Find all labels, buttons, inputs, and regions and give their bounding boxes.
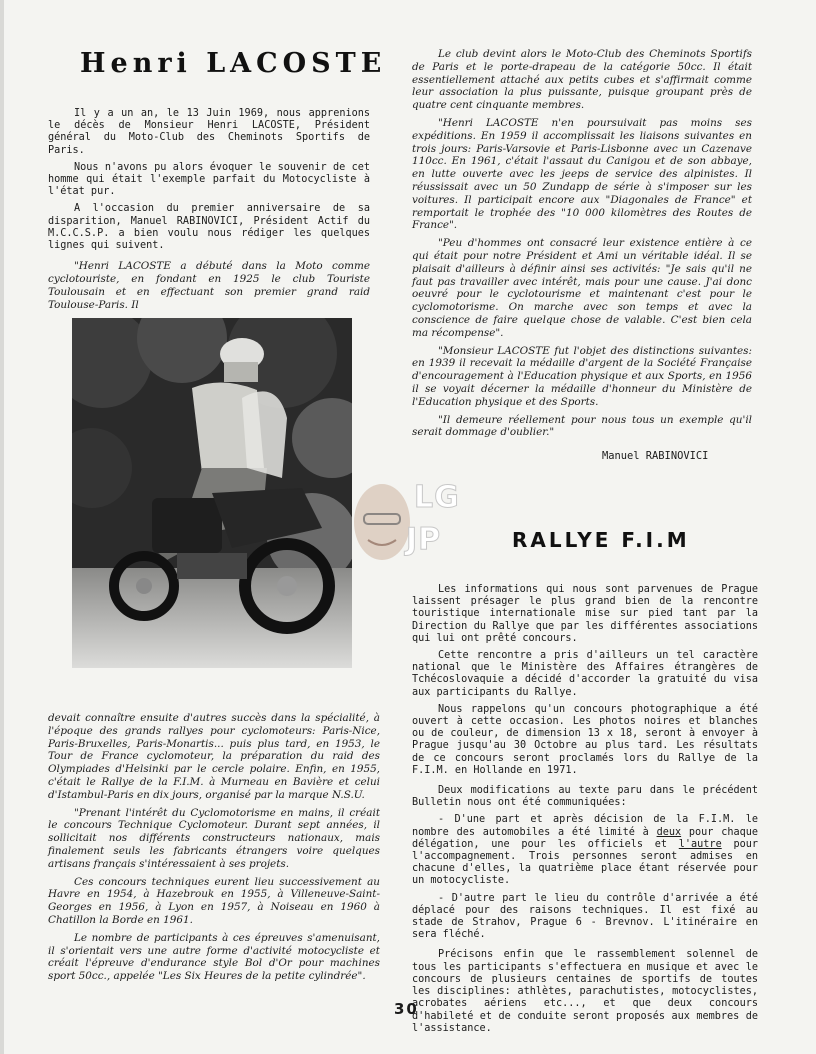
body-paragraph: Deux modifications au texte paru dans le précédent Bulletin nous ont été communiquées: [412,785,758,809]
body-paragraph: Le nombre de participants à ces épreuves s'amenuisant, il s'orientait vers une autre forme d'activité motocycliste et créait l'épreuve d'endurance style Bol d'Or pour machines sport 50cc., appelée "Les Six Heures de la petite cylindrée". [48,931,380,983]
article2-column [412,584,758,1040]
modification-1-deux: deux [656,826,682,838]
body-paragraph: "Peu d'hommes ont consacré leur existence entière à ce qui était pour notre Président et Ami un véritable idéal. Il se plaisait d'ailleurs à définir ainsi ses activités: "Je sais qu'il ne faut pas travailler avec intérêt, mais pour une cause. J'ai donc oeuvré pour le cyclotourisme et maintenant c'est pour le cyclomotorisme. On marche avec son temps et avec la conscience de faire quelque chose de valable. C'est bien cela ma récompense". [412,237,752,339]
page-number: 30 [394,1000,419,1018]
closing-paragraph: Précisons enfin que le rassemblement solennel de tous les participants s'effectuera en musique et avec le concours de plusieurs centaines de sportifs de toutes les disciplines: athlètes, parachutistes, motocyclistes, acrobates aériens etc..., et que deux concours d'habileté et de conduite seront proposés aux membres de l'assistance. [412,949,758,1034]
body-paragraph: Cette rencontre a pris d'ailleurs un tel caractère national que le Ministère des Affaires étrangères de Tchécoslovaquie a décidé d'accorder la gratuité du visa aux participants du Rallye. [412,650,758,698]
modification-1-text-a: - D'une part et après décision de la F.I.M. le nombre des automobiles a été limité à [412,814,758,838]
body-paragraph: "Il demeure réellement pour nous tous un exemple qu'il serait dommage d'oublier." [412,413,752,439]
intro-paragraph: Nous n'avons pu alors évoquer le souvenir de cet homme qui était l'exemple parfait du Motocycliste à l'état pur. [48,161,370,198]
article1-right-column [412,48,752,444]
page-edge [0,0,4,1054]
lgjp-watermark [350,478,468,570]
modification-1-text-c: pour l'accompagnement. Trois personnes seront admises en chacune d'elles, la quatrième place étant réservée pour un motocycliste. [412,838,758,887]
intro-paragraph: Il y a un an, le 13 Juin 1969, nous apprenions le décès de Monsieur Henri LACOSTE, Président général du Moto-Club des Cheminots Sportifs de Paris. [48,108,370,156]
article1-continuation-column [48,712,380,988]
motorcycle-rider-photo [72,318,352,668]
intro-paragraph: A l'occasion du premier anniversaire de sa disparition, Manuel RABINOVICI, Président Actif du M.C.C.S.P. a bien voulu nous rédiger les quelques lignes qui suivent. [48,203,370,252]
body-paragraph: "Prenant l'intérêt du Cyclomotorisme en mains, il créait le concours Technique Cyclomoteur. Durant sept années, il sollicitait nos différents constructeurs nationaux, mais finalement seuls les fabricants étrangers voire quelques artisans français s'intéressaient à ses projets. [48,806,380,870]
modification-1-text-b: pour chaque délégation, une pour les officiels et [412,826,758,850]
author-signature: Manuel RABINOVICI [602,450,709,462]
article-title-henri-lacoste: Henri LACOSTE [80,48,387,79]
body-paragraph: Nous rappelons qu'un concours photographique a été ouvert à cette occasion. Les photos noires et blanches ou de couleur, de dimension 13 x 18, seront à envoyer à Prague jusqu'au 30 Octobre au plus tard. Les résultats de ce concours seront proclamés lors du Rallye de la F.I.M. en Hollande en 1971. [412,703,758,776]
quote-start-paragraph: "Henri LACOSTE a débuté dans la Moto comme cyclotouriste, en fondant en 1925 le club Touriste Toulousain et en effectuant son premier grand raid Toulouse-Paris. Il [48,260,370,311]
modification-1-autre: l'autre [678,838,722,850]
body-paragraph: Ces concours techniques eurent lieu successivement au Havre en 1954, à Hazebrouk en 1955, à Villeneuve-Saint-Georges en 1956, à Lyon en 1957, à Noiseau en 1960 à Chatillon la Borde en 1961. [48,875,380,926]
body-paragraph: "Monsieur LACOSTE fut l'objet des distinctions suivantes: en 1939 il recevait la médaille d'argent de la Société Française d'encouragement à l'Education physique et aux Sports, en 1956 il se voyait décerner la médaille d'honneur du Ministère de l'Education physique et des Sports. [412,344,752,408]
body-paragraph: devait connaître ensuite d'autres succès dans la spécialité, à l'époque des grands rallyes pour cyclomoteurs: Paris-Nice, Paris-Bruxelles, Paris-Monartis... puis plus tard, en 1953, le Tour de France cyclomoteur, la préparation du raid des Olympiades d'Helsinki par le cercle polaire. Enfin, en 1955, c'était le Rallye de la F.I.M. à Murneau en Bavière et celui d'Istambul-Paris en dix jours, organisé par la marque N.S.U. [48,712,380,801]
watermark-lg: LG [414,480,460,515]
modification-2: - D'autre part le lieu du contrôle d'arrivée a été déplacé pour des raisons techniques. Il est fixé au stade de Strahov, Prague 6 - Brevnov. L'itinéraire en sera fléché. [412,892,758,941]
watermark-jp: JP [406,522,442,557]
modification-1 [412,814,758,887]
body-paragraph: Les informations qui nous sont parvenues de Prague laissent présager le plus grand bien de la rencontre touristique internationale mise sur pied tant par la Direction du Rallye que par les différentes associations qui lui ont prêté concours. [412,584,758,644]
article-title-rallye-fim: RALLYE F.I.M [512,528,690,552]
article1-intro-column [48,108,370,316]
body-paragraph: Le club devint alors le Moto-Club des Cheminots Sportifs de Paris et le porte-drapeau de la catégorie 50cc. Il était essentiellement attaché aux petits cubes et s'affirmait comme leur association la plus puissante, puisque groupant près de quatre cent cinquante membres. [412,48,752,112]
body-paragraph: "Henri LACOSTE n'en poursuivait pas moins ses expéditions. En 1959 il accomplissait les liaisons suivantes en trois jours: Paris-Varsovie et Paris-Lisbonne avec un Cazenave 110cc. En 1961, c'était l'assaut du Canigou et de son abbaye, en lutte ouverte avec les jeeps de service des alpinistes. Il réussissait avec un 50 Zundapp de série à s'imposer sur les voitures. Il participait encore aux "Diagonales de France" et remportait le trophée des "10 000 kilomètres des Routes de France". [412,116,752,232]
